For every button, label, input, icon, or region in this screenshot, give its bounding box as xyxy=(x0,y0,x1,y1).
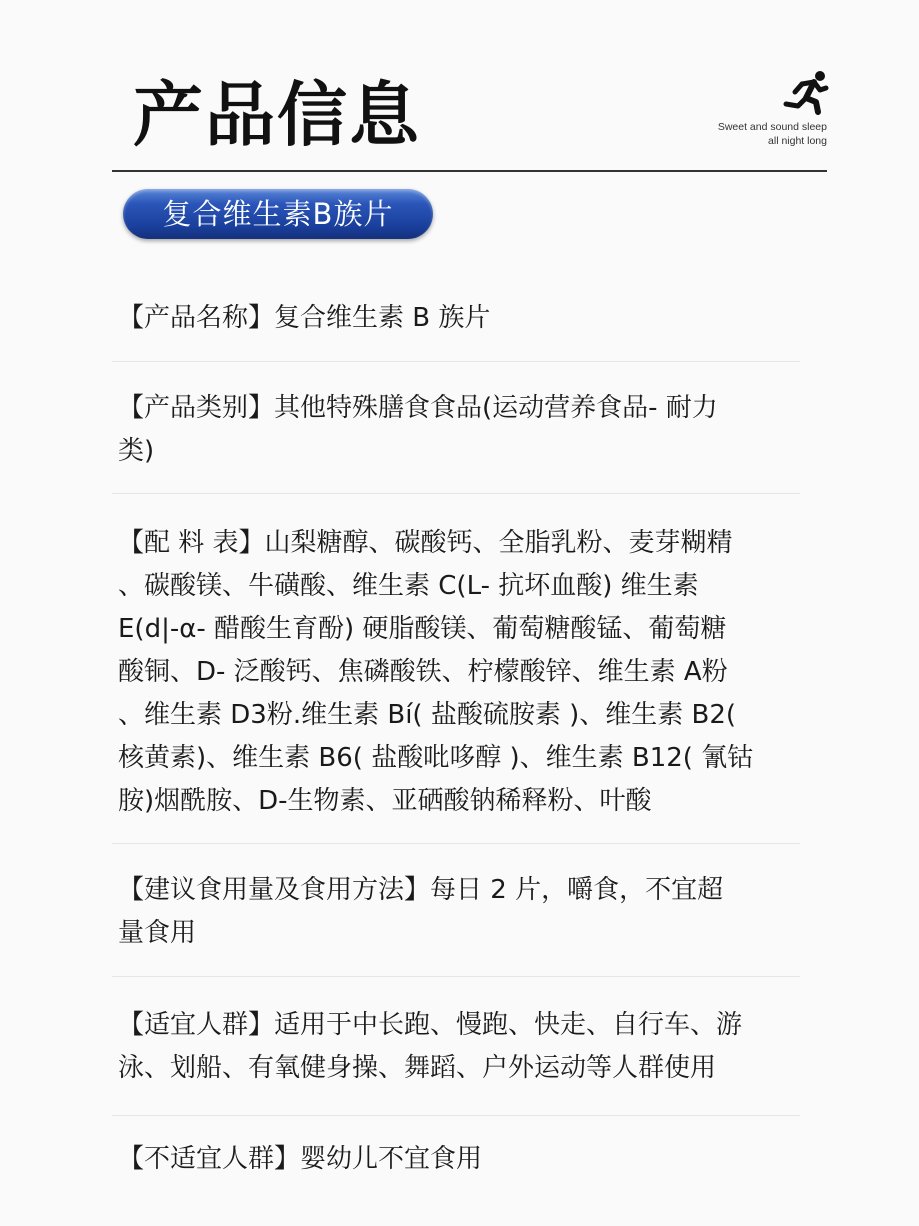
text-line: 酸铜、D- 泛酸钙、焦磷酸铁、柠檬酸锌、维生素 A粉 xyxy=(118,657,728,687)
text-line: 类) xyxy=(118,436,155,466)
section-dosage xyxy=(118,869,723,955)
text-line: 量食用 xyxy=(118,918,197,948)
text-line: 【配 料 表】山梨糖醇、碳酸钙、全脂乳粉、麦芽糊精 xyxy=(118,528,733,558)
tagline-line-2: all night long xyxy=(768,135,827,147)
divider xyxy=(112,843,800,844)
section-unsuitable-people xyxy=(118,1138,482,1181)
text-line: 胺)烟酰胺、D-生物素、亚硒酸钠稀释粉、叶酸 xyxy=(118,786,652,816)
text-line: 【不适宜人群】婴幼儿不宜食用 xyxy=(118,1144,483,1174)
text-line: 、维生素 D3粉.维生素 Bí( 盐酸硫胺素 )、维生素 B2( xyxy=(118,700,737,730)
page-title: 产品信息 xyxy=(133,74,421,156)
product-name-pill: 复合维生素B族片 xyxy=(123,189,433,239)
divider xyxy=(112,361,800,362)
text-line: E(d|-α- 醋酸生育酚) 硬脂酸镁、葡萄糖酸锰、葡萄糖 xyxy=(118,614,727,644)
text-line: 核黄素)、维生素 B6( 盐酸吡哆醇 )、维生素 B12( 氰钴 xyxy=(118,743,754,773)
running-person-icon xyxy=(780,70,830,116)
tagline-line-1: Sweet and sound sleep xyxy=(717,121,827,133)
section-ingredients xyxy=(118,522,753,823)
text-line: 泳、划船、有氧健身操、舞蹈、户外运动等人群使用 xyxy=(118,1053,717,1083)
tagline xyxy=(718,120,827,148)
section-product-category xyxy=(118,387,718,473)
divider xyxy=(112,1115,800,1116)
text-line: 【适宜人群】适用于中长跑、慢跑、快走、自行车、游 xyxy=(118,1010,743,1040)
divider xyxy=(112,493,800,494)
text-line: 【产品类别】其他特殊膳食食品(运动营养食品- 耐力 xyxy=(118,393,718,423)
text-line: 【建议食用量及食用方法】每日 2 片，嚼食，不宜超 xyxy=(118,875,724,905)
divider xyxy=(112,976,800,977)
section-product-name xyxy=(118,297,490,340)
text-line: 、碳酸镁、牛磺酸、维生素 C(L- 抗坏血酸) 维生素 xyxy=(118,571,699,601)
section-suitable-people xyxy=(118,1004,742,1090)
text-line: 【产品名称】复合维生素 B 族片 xyxy=(118,303,491,333)
header-divider xyxy=(112,170,827,172)
